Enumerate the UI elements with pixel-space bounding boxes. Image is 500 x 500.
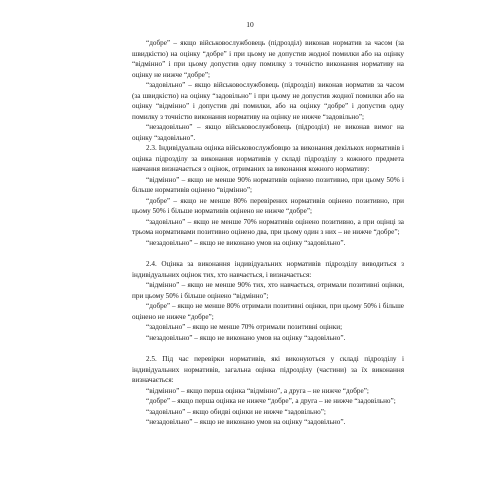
paragraph: “добре” – якщо перша оцінка не нижче “добре”, а друга – не нижче “задовільно”;: [146, 397, 396, 405]
paragraph: “задовільно” – якщо військовослужбовець (підрозділ) виконав норматив за часом (за швидкістю) на оцінку “задовільно” і при цьому не допустив жодної помилки або на оцінку “відмінно” і допустив дві помилки, або на оцінку “добре” і допустив одну помилку з точністю виконання нормативу на оцінку не нижче “задовільно”;: [132, 81, 404, 121]
page-number: 10: [246, 20, 254, 29]
paragraph: “задовільно” – якщо обидві оцінки не нижче “задовільно”;: [146, 407, 326, 416]
paragraph: 2.4. Оцінка за виконання індивідуальних нормативів підрозділу виводиться з індивідуальних оцінок тих, хто навчається, і визначається:: [132, 260, 404, 279]
paragraph: “незадовільно” – якщо не виконано умов на оцінку “задовільно”.: [146, 238, 346, 247]
paragraph: 2.5. Під час перевірки нормативів, які виконуються у складі підрозділу і індивідуальних нормативів, загальна оцінка підрозділу (частини) за їх виконання визначається:: [132, 355, 404, 384]
paragraph: 2.3. Індивідуальна оцінка військовослужбовцю за виконання декількох нормативів і оцінка підрозділу за виконання нормативів у складі підрозділу з кожного предмета навчання визначається з оцінок, отриманих за виконання кожного нормативу:: [132, 144, 404, 173]
paragraph: “добре” – якщо не менше 80% перевірених нормативів оцінено позитивно, при цьому 50% і більше нормативів оцінено не нижче “добре”;: [132, 196, 404, 215]
paragraph: “відмінно” – якщо перша оцінка “відмінно”, а друга – не нижче “добре”;: [146, 386, 369, 395]
paragraph-spacer: [132, 343, 404, 354]
paragraph: “незадовільно” – якщо не виконано умов на оцінку “задовільно”.: [146, 418, 346, 426]
paragraph: “задовільно” – якщо не менше 70% нормативів оцінено позитивно, а при оцінці за трьома нормативами позитивно оцінено два, при цьому один з них – не нижче “добре”;: [132, 217, 404, 236]
paragraph-spacer: [132, 248, 404, 259]
paragraph: “незадовільно” – якщо не виконано умов на оцінку “задовільно”.: [146, 333, 346, 342]
paragraph: “відмінно” – якщо не менше 90% нормативів оцінено позитивно, при цьому 50% і більше нормативів оцінено “відмінно”;: [132, 175, 404, 194]
paragraph: “незадовільно” – якщо військовослужбовець (підрозділ) не виконав вимог на оцінку “задовільно”.: [132, 123, 404, 142]
document-body: [132, 38, 404, 428]
paragraph: “добре” – якщо військовослужбовець (підрозділ) виконав норматив за часом (за швидкістю) на оцінку “добре” і при цьому не допустив жодної помилки або на оцінку “відмінно” і при цьому допустив одну помилку з точністю виконання нормативу на оцінку не нижче “добре”;: [132, 39, 404, 79]
paragraph: “задовільно” – якщо не менше 70% отримали позитивні оцінки;: [146, 323, 343, 331]
paragraph: “відмінно” – якщо не менше 90% тих, хто навчається, отримали позитивні оцінки, при цьому 50% і більше оцінено “відмінно”;: [132, 281, 404, 300]
paragraph: “добре” – якщо не менше 80% отримали позитивні оцінки, при цьому 50% і більше оцінено не нижче “добре”;: [132, 302, 404, 321]
